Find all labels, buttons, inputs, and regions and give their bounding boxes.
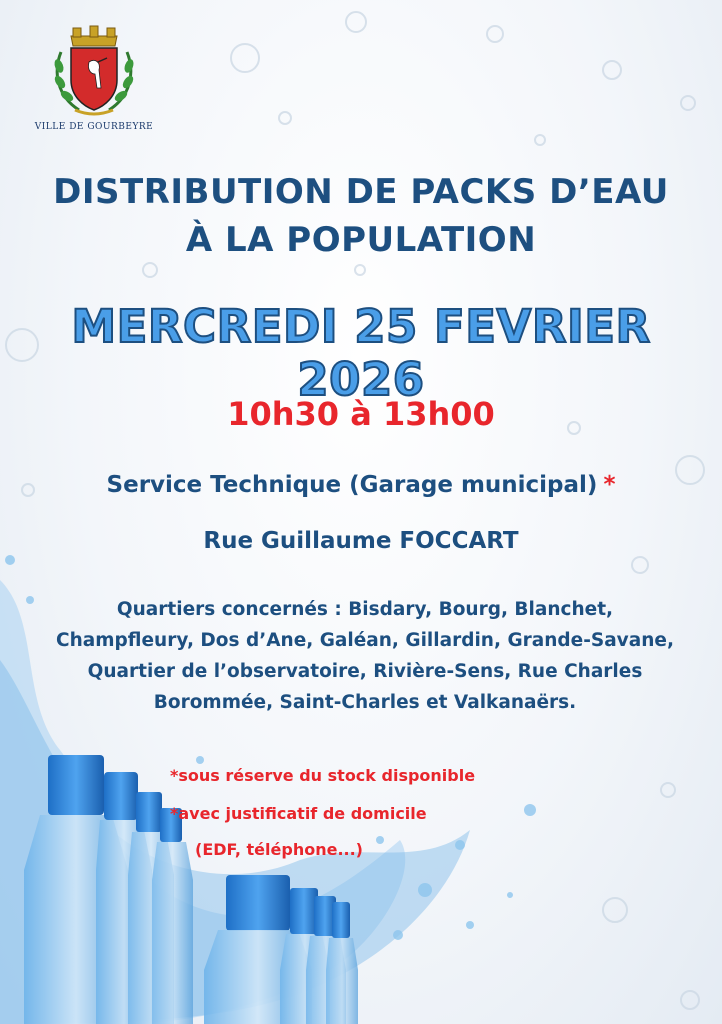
- town-logo: [24, 22, 164, 132]
- quartiers-list: Quartiers concernés : Bisdary, Bourg, Blanchet, Champfleury, Dos d’Ane, Galéan, Gillardin, Grande-Savane, Quartier de l’observatoire, Rivière-Sens, Rue Charles Borommée, Saint-Charles et Valkanaërs.: [56, 599, 674, 713]
- note-justificatif: *avec justificatif de domicile: [170, 804, 427, 823]
- coat-of-arms-icon: [49, 22, 139, 118]
- event-hours: 10h30 à 13h00: [227, 395, 495, 433]
- location-line-1: [0, 472, 722, 498]
- note-stock: *sous réserve du stock disponible: [170, 766, 476, 785]
- town-name: VILLE DE GOURBEYRE: [34, 122, 154, 132]
- title-line-1: DISTRIBUTION DE PACKS D’EAU: [53, 172, 669, 212]
- event-date: MERCREDI 25 FEVRIER 2026: [71, 300, 651, 406]
- note-examples: (EDF, téléphone...): [195, 840, 363, 859]
- title-line-2: À LA POPULATION: [185, 220, 537, 260]
- location-street: Rue Guillaume FOCCART: [203, 528, 519, 554]
- location-asterisk: *: [603, 472, 616, 498]
- location-name: Service Technique (Garage municipal): [106, 472, 598, 498]
